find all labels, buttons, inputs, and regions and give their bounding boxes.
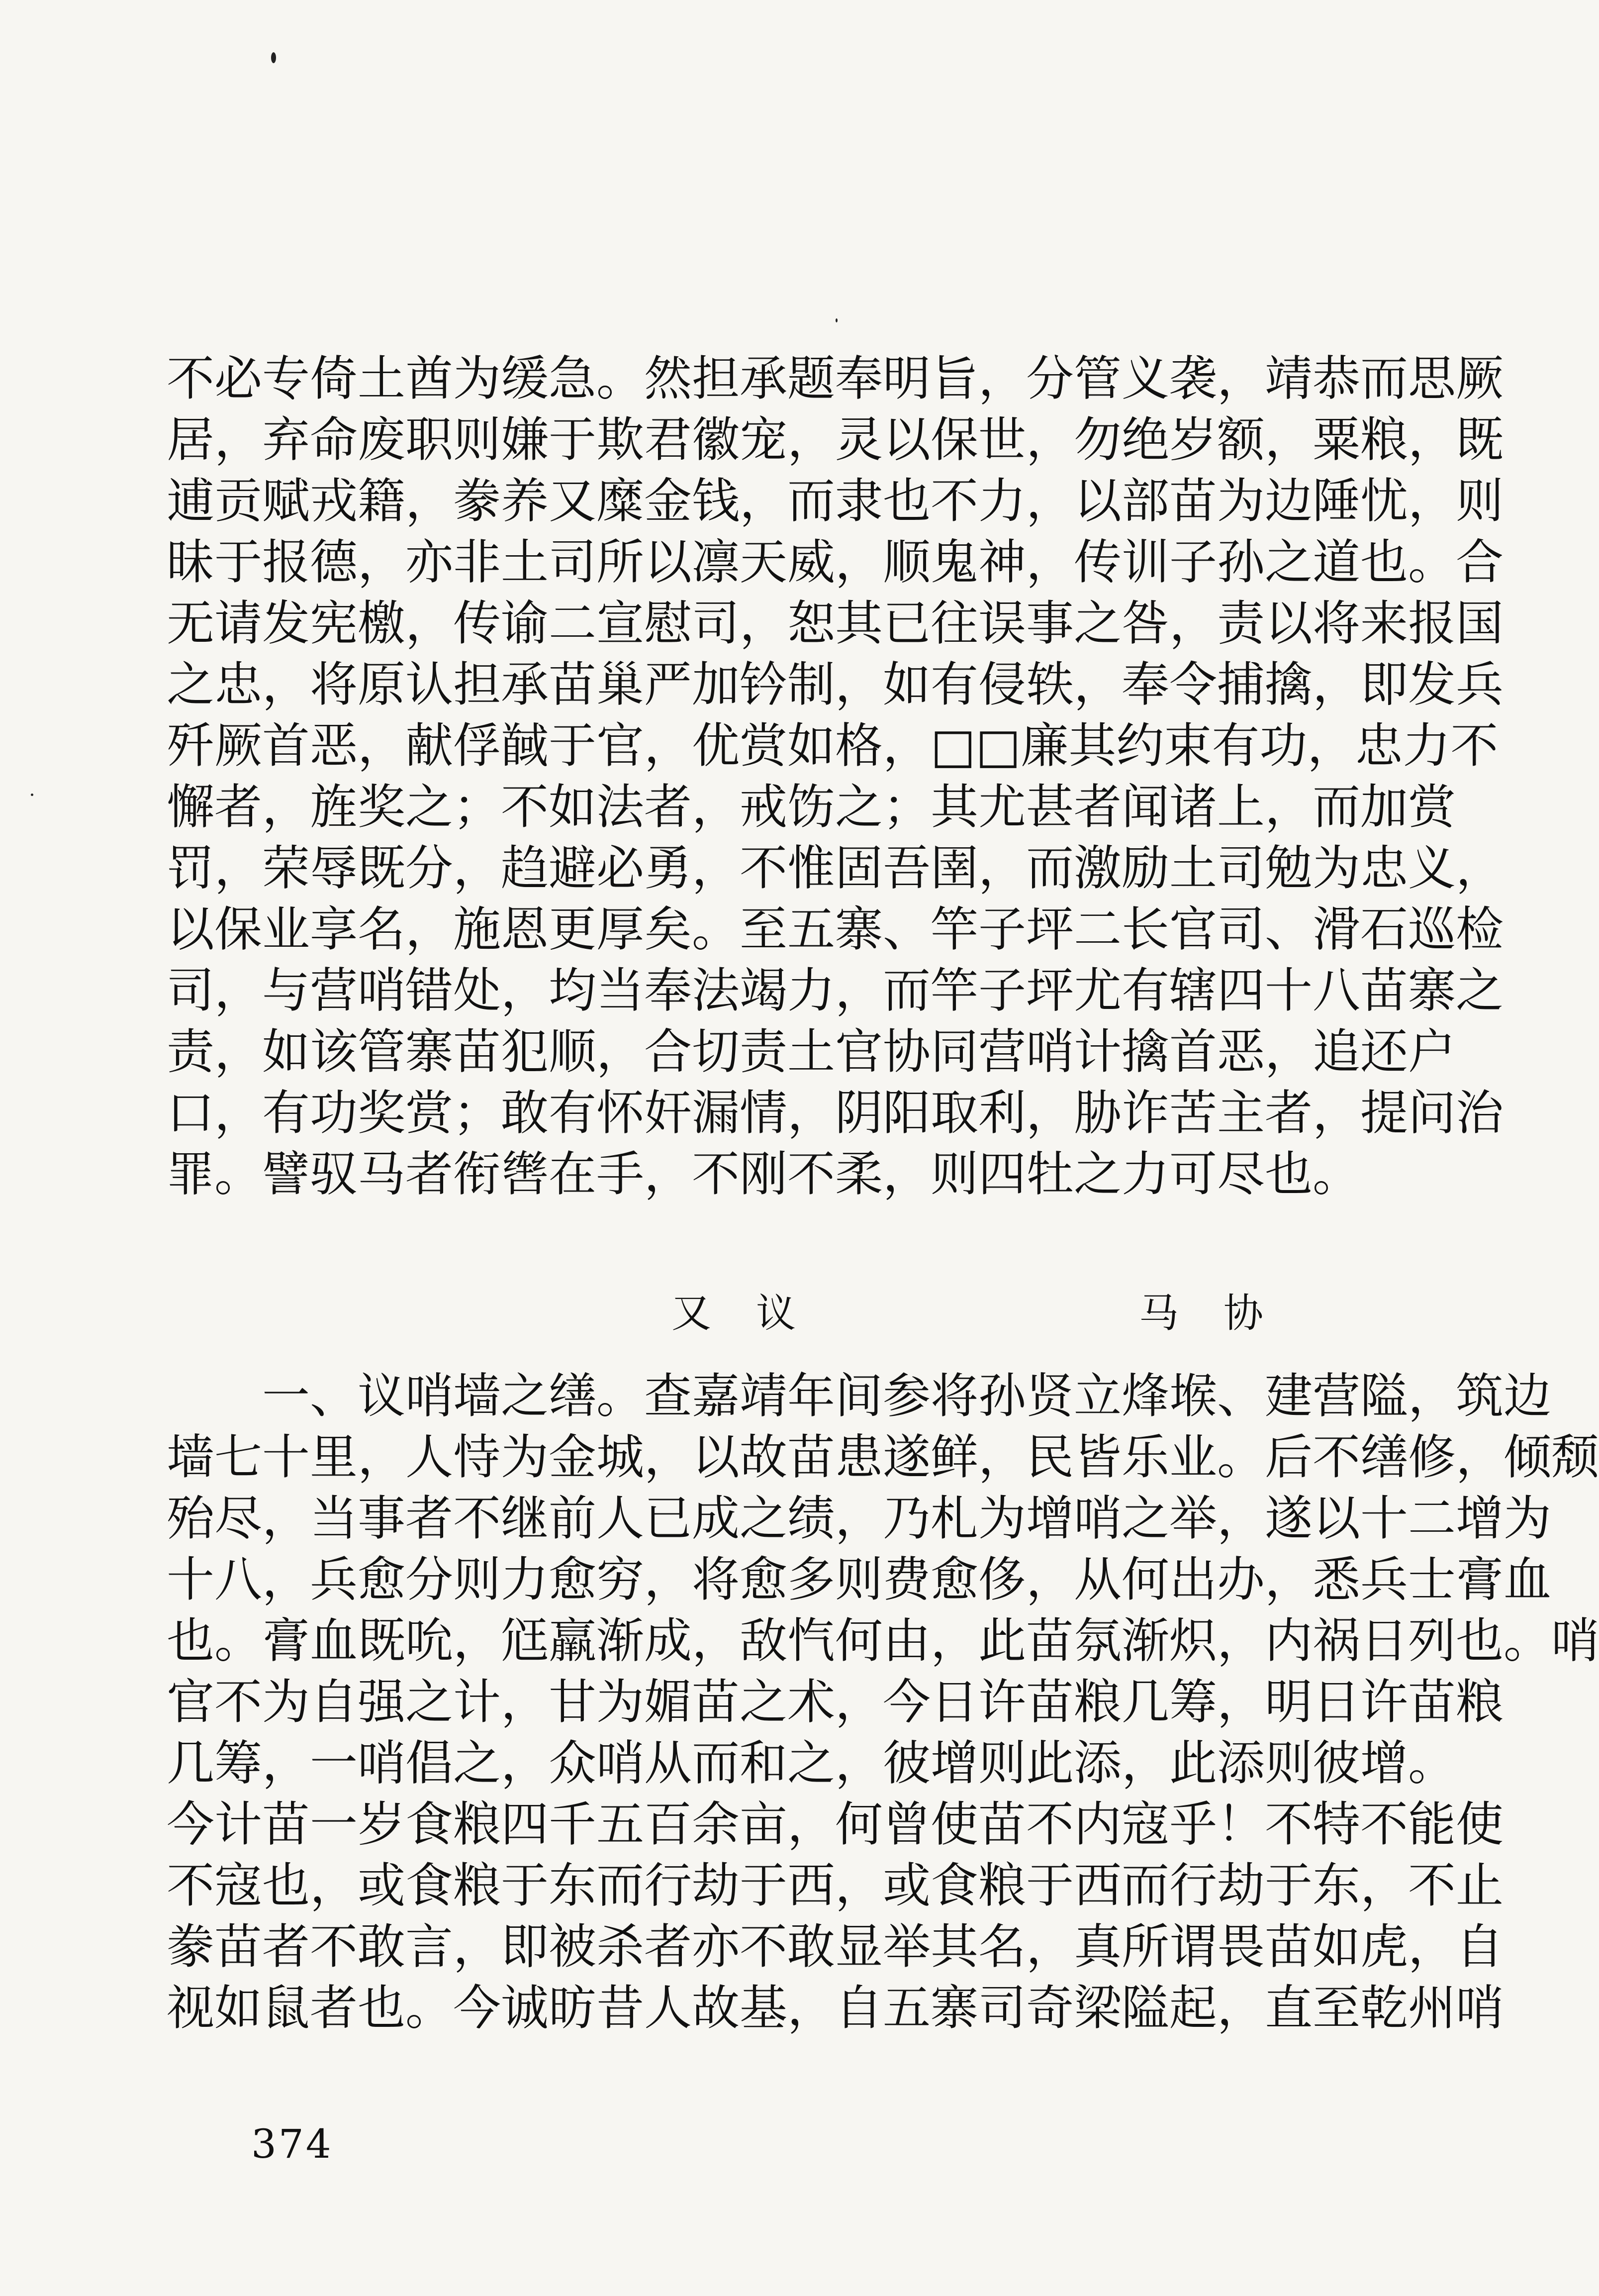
text-line: 口，有功奖赏；敢有怀奸漏情，阴阳取利，胁诈苦主者，提问治 (167, 1085, 1504, 1141)
text-line: 之忠，将原认担承苗巢严加钤制，如有侵轶，奉令捕擒，即发兵 (167, 657, 1504, 712)
paragraph-continued (167, 348, 1504, 1205)
ink-speck (271, 52, 276, 63)
text-line: 墙七十里，人恃为金城，以故苗患遂鲜，民皆乐业。后不缮修，倾颓 (167, 1429, 1599, 1485)
text-line: 逋贡赋戎籍，豢养又糜金钱，而隶也不力，以部苗为边陲忧，则 (167, 473, 1504, 529)
ink-speck (31, 794, 33, 796)
section-author: 马协 (1139, 1290, 1308, 1336)
text-line: 罪。譬驭马者衔辔在手，不刚不柔，则四牡之力可尽也。 (167, 1146, 1360, 1202)
text-line: 殆尽，当事者不继前人已成之绩，乃札为增哨之举，遂以十二增为 (167, 1491, 1551, 1546)
text-line: 官不为自强之计，甘为媚苗之术，今日许苗粮几筹，明日许苗粮 (167, 1674, 1504, 1730)
text-line: 几筹，一哨倡之，众哨从而和之，彼增则此添，此添则彼增。 (167, 1735, 1456, 1791)
text-line: 罚，荣辱既分，趋避必勇，不惟固吾圉，而激励土司勉为忠义， (167, 840, 1504, 896)
text-line: 不寇也，或食粮于东而行劫于西，或食粮于西而行劫于东，不止 (167, 1858, 1504, 1913)
text-line: 歼厥首恶，献俘馘于官，优赏如格，□□廉其约束有功，忠力不 (167, 718, 1499, 774)
text-line: 司，与营哨错处，均当奉法竭力，而竿子坪尤有辖四十八苗寨之 (167, 963, 1504, 1018)
text-line: 今计苗一岁食粮四千五百余亩，何曾使苗不内寇乎！不特不能使 (167, 1797, 1504, 1852)
text-line: 以保业享名，施恩更厚矣。至五寨、竿子坪二长官司、滑石巡检 (167, 901, 1504, 957)
text-line: 懈者，旌奖之；不如法者，戒饬之；其尤甚者闻诸上，而加赏 (167, 779, 1456, 835)
ink-speck (836, 318, 838, 322)
text-line: 无请发宪檄，传谕二宣慰司，恕其已往误事之咎，责以将来报国 (167, 596, 1504, 651)
section-heading (0, 1284, 1497, 1343)
text-line: 居，弃命废职则嫌于欺君徽宠，灵以保世，勿绝岁额，粟粮，既 (167, 412, 1504, 468)
section-title: 又议 (671, 1290, 841, 1336)
text-line: 一、议哨墙之缮。查嘉靖年间参将孙贤立烽堠、建营隘，筑边 (167, 1368, 1551, 1424)
text-line: 也。膏血既吮，尩羸渐成，敌忾何由，此苗氛渐炽，内祸日列也。哨 (167, 1613, 1599, 1669)
page-number: 374 (251, 2121, 333, 2167)
text-line: 豢苗者不敢言，即被杀者亦不敢显举其名，真所谓畏苗如虎，自 (167, 1919, 1504, 1975)
text-line: 不必专倚土酋为缓急。然担承题奉明旨，分管义袭，靖恭而思厥 (167, 351, 1504, 406)
paragraph-new-section (167, 1366, 1599, 2039)
text-line: 十八，兵愈分则力愈穷，将愈多则费愈侈，从何出办，悉兵士膏血 (167, 1552, 1551, 1607)
text-line: 责，如该管寨苗犯顺，合切责土官协同营哨计擒首恶，追还户 (167, 1024, 1456, 1080)
text-line: 昧于报德，亦非土司所以凛天威，顺鬼神，传训子孙之道也。合 (167, 534, 1504, 590)
text-line: 视如鼠者也。今诚昉昔人故基，自五寨司奇梁隘起，直至乾州哨 (167, 1980, 1504, 2036)
